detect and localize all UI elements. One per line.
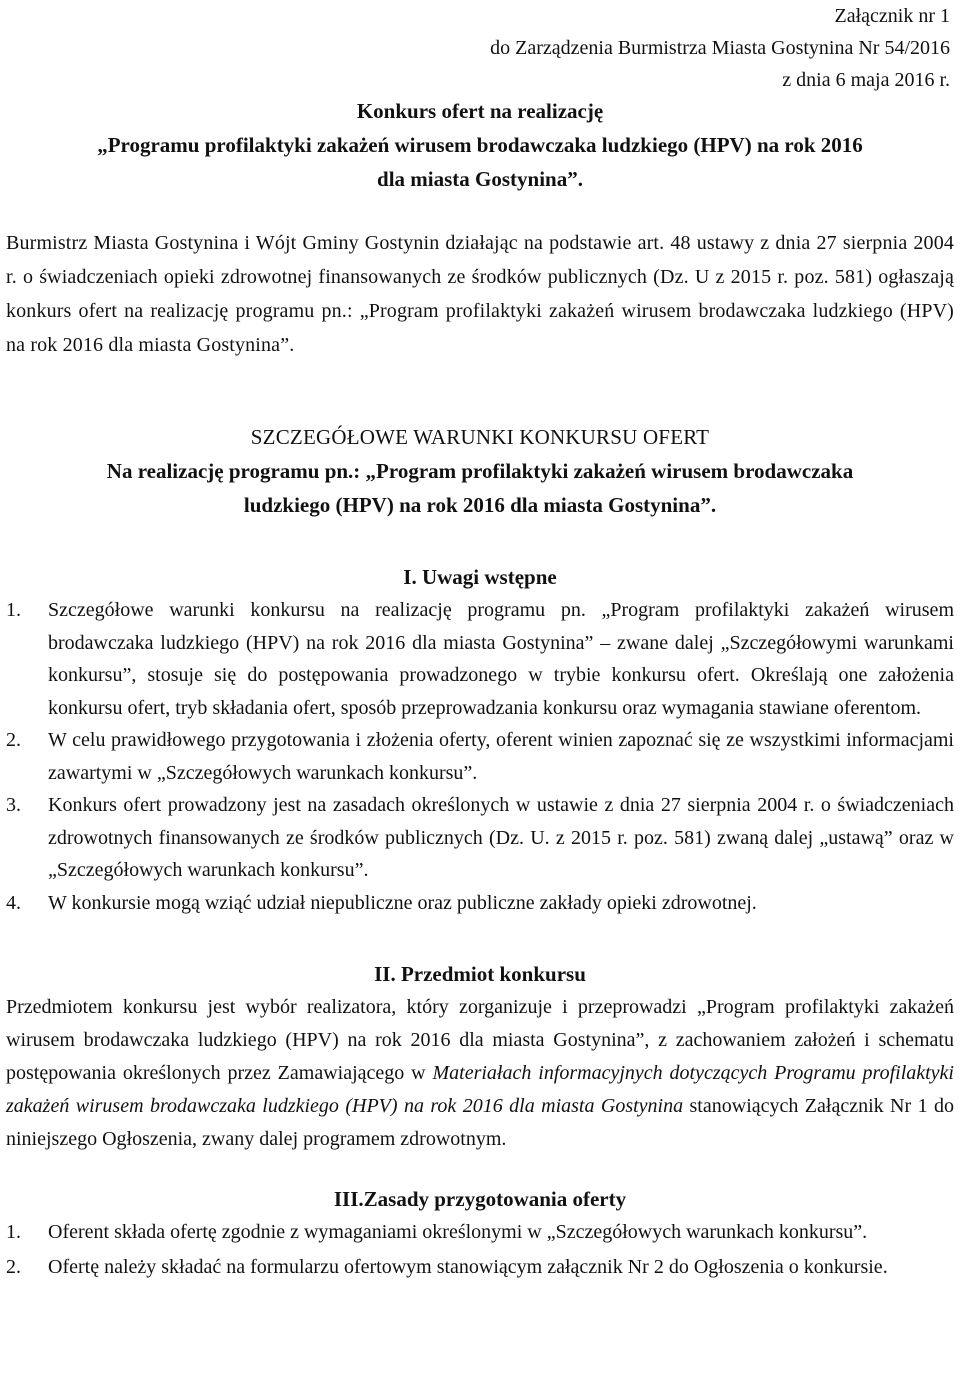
list-item-number: 4. bbox=[6, 891, 21, 914]
conditions-heading-block bbox=[6, 420, 954, 522]
section-3-list bbox=[6, 1216, 954, 1283]
list-item-text: Konkurs ofert prowadzony jest na zasadach określonych w ustawie z dnia 27 sierpnia 2004 r. o świadczeniach zdrowotnych finansowanych ze środków publicznych (Dz. U. z 2015 r. poz. 581) zwaną dalej „ustawą” oraz w „Szczegółowych warunkach konkursu”. bbox=[48, 794, 954, 881]
list-item bbox=[6, 594, 954, 724]
list-item-number: 2. bbox=[6, 1255, 21, 1278]
section-1-list bbox=[6, 594, 954, 919]
list-item-number: 1. bbox=[6, 599, 21, 621]
section-3-title: III.Zasady przygotowania oferty bbox=[333, 1187, 627, 1211]
conditions-subtitle-1: Na realizację programu pn.: „Program profilaktyki zakażeń wirusem brodawczaka bbox=[106, 459, 854, 483]
list-item bbox=[6, 789, 954, 887]
title-line-2: „Programu profilaktyki zakażeń wirusem brodawczaka ludzkiego (HPV) na rok 2016 bbox=[97, 133, 863, 157]
title-line-3: dla miasta Gostynina”. bbox=[377, 167, 583, 191]
list-item-text: Ofertę należy składać na formularzu ofertowym stanowiącym załącznik Nr 2 do Ogłoszenia o konkursie. bbox=[48, 1255, 888, 1278]
annex-ordinance: do Zarządzenia Burmistrza Miasta Gostynina Nr 54/2016 bbox=[490, 37, 950, 59]
list-item-text: W konkursie mogą wziąć udział niepubliczne oraz publiczne zakłady opieki zdrowotnej. bbox=[48, 891, 757, 914]
list-item-text: Szczegółowe warunki konkursu na realizację programu pn. „Program profilaktyki zakażeń wirusem brodawczaka ludzkiego (HPV) na rok 2016 dla miasta Gostynina” – zwane dalej „Szczegółowymi warunkami konkursu”, stosuje się do postępowania prowadzonego w trybie konkursu ofert. Określają one założenia konkursu ofert, tryb składania ofert, sposób przeprowadzania konkursu oraz wymagania stawiane oferentom. bbox=[48, 599, 954, 719]
intro-paragraph: Burmistrz Miasta Gostynina i Wójt Gminy Gostynin działając na podstawie art. 48 ustawy z dnia 27 sierpnia 2004 r. o świadczeniach opieki zdrowotnej finansowanych ze środków publicznych (Dz. U z 2015 r. poz. 581) ogłaszają konkurs ofert na realizację programu pn.: „Program profilaktyki zakażeń wirusem brodawczaka ludzkiego (HPV) na rok 2016 dla miasta Gostynina”. bbox=[6, 232, 954, 356]
section-2-text-before: Przedmiotem konkursu jest wybór realizatora, który zorganizuje i przeprowadzi „Program profilaktyki zakażeń wirusem brodawczaka ludzkiego (HPV) na rok 2016 dla miasta Gostynina”, z zachowaniem założeń i schematu postępowania określonych przez Zamawiającego w bbox=[6, 996, 954, 1084]
annex-header bbox=[6, 0, 954, 96]
section-2-text-italic: Materiałach informacyjnych dotyczących Programu profilaktyki zakażeń wirusem brodawczaka ludzkiego (HPV) na rok 2016 dla miasta Gostynina bbox=[6, 1062, 954, 1117]
conditions-heading: SZCZEGÓŁOWE WARUNKI KONKURSU OFERT bbox=[250, 425, 710, 449]
list-item-number: 2. bbox=[6, 729, 21, 751]
list-item-text: W celu prawidłowego przygotowania i złożenia oferty, oferent winien zapoznać się ze wszystkimi informacjami zawartymi w „Szczegółowych warunkach konkursu”. bbox=[48, 729, 954, 784]
title-line-1: Konkurs ofert na realizację bbox=[356, 99, 604, 123]
list-item bbox=[6, 1251, 954, 1284]
document-title bbox=[6, 94, 954, 196]
list-item-number: 3. bbox=[6, 794, 21, 816]
conditions-subtitle-2: ludzkiego (HPV) na rok 2016 dla miasta Gostynina”. bbox=[243, 493, 717, 517]
list-item bbox=[6, 724, 954, 789]
annex-date: z dnia 6 maja 2016 r. bbox=[782, 69, 950, 91]
list-item-number: 1. bbox=[6, 1221, 21, 1243]
section-1-title: I. Uwagi wstępne bbox=[403, 565, 557, 589]
annex-number: Załącznik nr 1 bbox=[834, 5, 950, 27]
list-item bbox=[6, 887, 954, 920]
section-2-title: II. Przedmiot konkursu bbox=[374, 962, 586, 986]
section-2-text-after: stanowiących Załącznik Nr 1 do niniejszego Ogłoszenia, zwany dalej programem zdrowotnym. bbox=[6, 1095, 954, 1150]
list-item bbox=[6, 1216, 954, 1249]
section-2-paragraph bbox=[6, 991, 954, 1156]
list-item-text: Oferent składa ofertę zgodnie z wymaganiami określonymi w „Szczegółowych warunkach konkursu”. bbox=[48, 1221, 868, 1243]
